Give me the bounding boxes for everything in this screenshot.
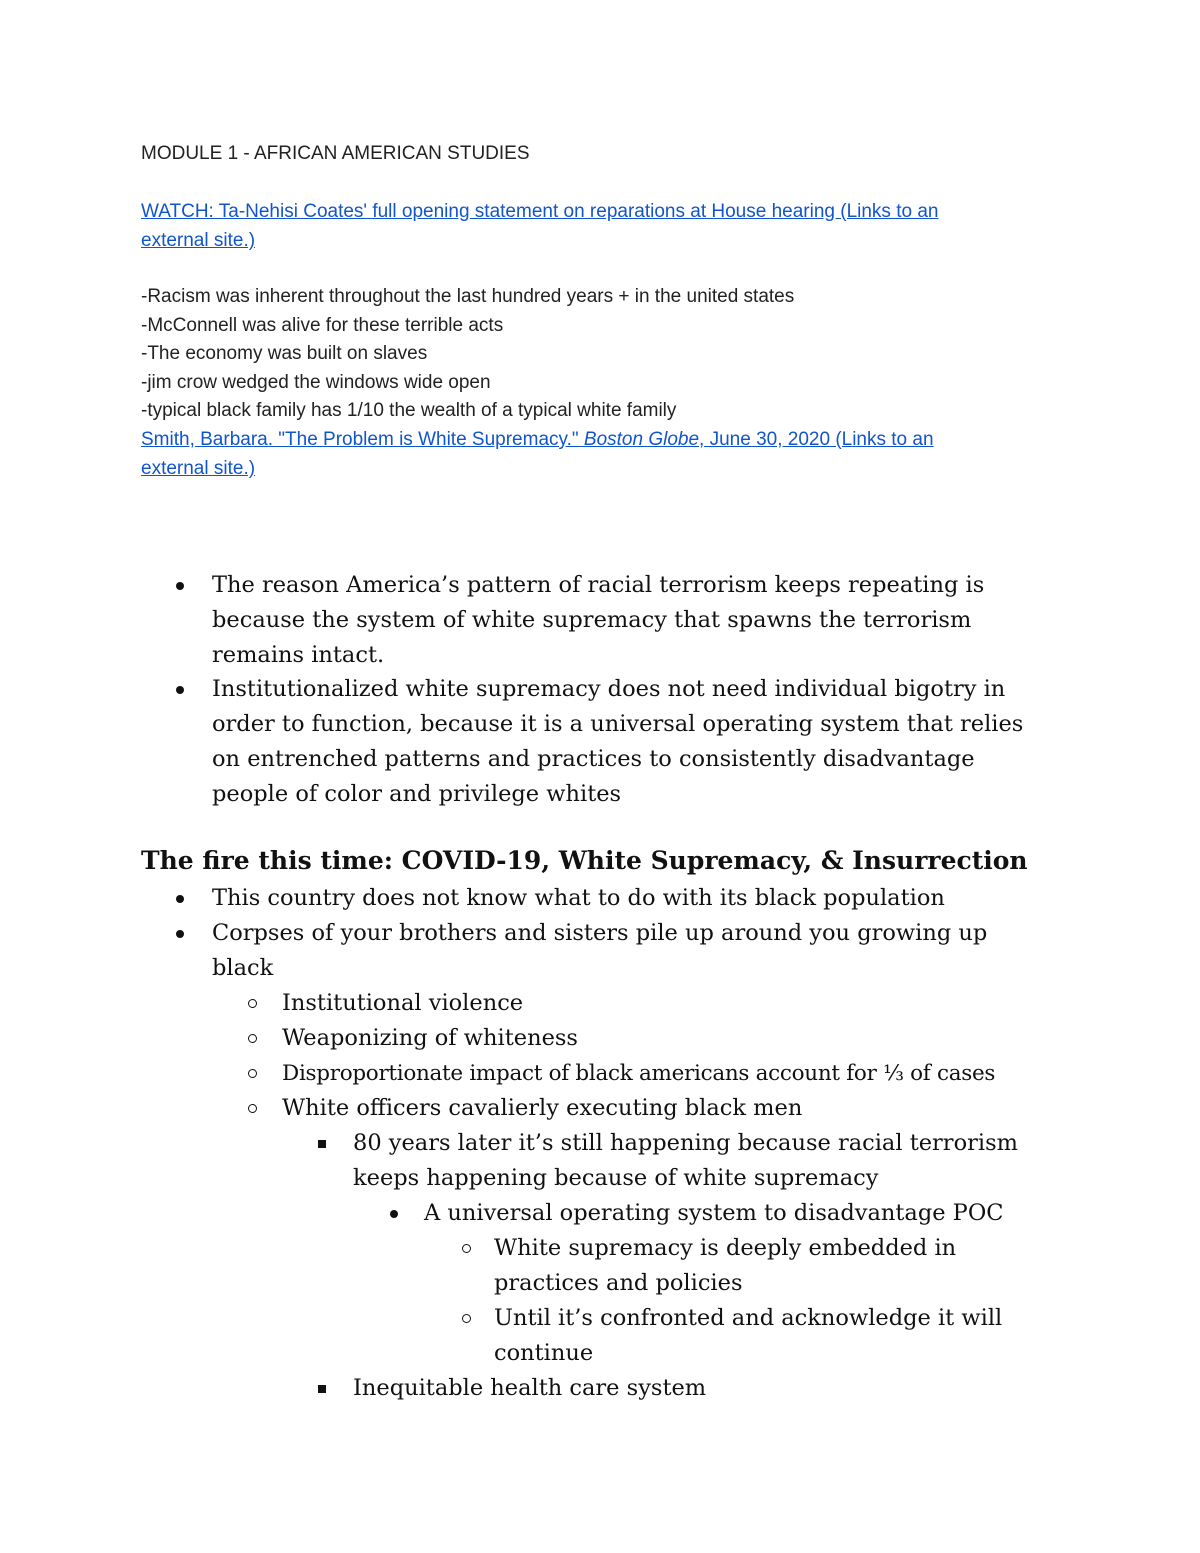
- list-item: White officers cavalierly executing black men: [282, 1095, 803, 1121]
- list-item: Corpses of your brothers and sisters pile up around you growing up black: [212, 920, 988, 981]
- list-item: Weaponizing of whiteness: [282, 1025, 578, 1051]
- bullet-ring: [248, 1021, 257, 1043]
- list-item: Institutional violence: [282, 990, 524, 1016]
- watch-link-line-2[interactable]: external site.): [141, 230, 256, 251]
- bullet-dot: [176, 672, 184, 694]
- list-item: Until it’s confronted and acknowledge it will continue: [494, 1305, 1003, 1366]
- list-item: White supremacy is deeply embedded in practices and policies: [494, 1235, 957, 1296]
- article-link-line-2[interactable]: external site.): [141, 458, 256, 479]
- article-link-date: , June 30, 2020 (Links to an: [699, 429, 934, 450]
- note-line: -typical black family has 1/10 the wealth of a typical white family: [141, 400, 677, 421]
- bullet-ring: [462, 1231, 471, 1253]
- bullet-dot: [176, 881, 184, 903]
- note-line: -Racism was inherent throughout the last hundred years + in the united states: [141, 286, 795, 307]
- article-link-line-1[interactable]: [141, 429, 934, 451]
- bullet-ring: [462, 1301, 471, 1323]
- bullet-ring: [248, 1056, 257, 1078]
- note-line: -jim crow wedged the windows wide open: [141, 372, 491, 393]
- bullet-square: [318, 1126, 326, 1148]
- article-link-publication: Boston Globe: [583, 429, 700, 450]
- list-item: This country does not know what to do with its black population: [212, 885, 945, 911]
- list-item: Disproportionate impact of black americans account for ⅓ of cases: [282, 1061, 996, 1086]
- bullet-item: The reason America’s pattern of racial terrorism keeps repeating is because the system of white supremacy that spawns the terrorism remains intact.: [212, 572, 985, 668]
- document-title: MODULE 1 - AFRICAN AMERICAN STUDIES: [141, 143, 530, 164]
- bullet-dot: [176, 916, 184, 938]
- bullet-square: [318, 1371, 326, 1393]
- note-line: -The economy was built on slaves: [141, 343, 428, 364]
- watch-link-line-1[interactable]: WATCH: Ta-Nehisi Coates' full opening statement on reparations at House hearing (Links to an: [141, 201, 939, 222]
- list-item: 80 years later it’s still happening because racial terrorism keeps happening because of white supremacy: [353, 1130, 1018, 1191]
- bullet-ring: [248, 986, 257, 1008]
- list-item: Inequitable health care system: [353, 1375, 707, 1401]
- section-heading: The fire this time: COVID-19, White Supremacy, & Insurrection: [141, 846, 1028, 875]
- bullet-dot: [390, 1196, 398, 1218]
- note-line: -McConnell was alive for these terrible acts: [141, 315, 504, 336]
- bullet-dot: [176, 568, 184, 590]
- bullet-item: Institutionalized white supremacy does not need individual bigotry in order to function, because it is a universal operating system that relies on entrenched patterns and practices to consistently disadvantage people of color and privilege whites: [212, 676, 1024, 807]
- list-item: A universal operating system to disadvantage POC: [424, 1200, 1004, 1226]
- bullet-ring: [248, 1091, 257, 1113]
- article-link-author-title: Smith, Barbara. "The Problem is White Supremacy.": [141, 429, 584, 450]
